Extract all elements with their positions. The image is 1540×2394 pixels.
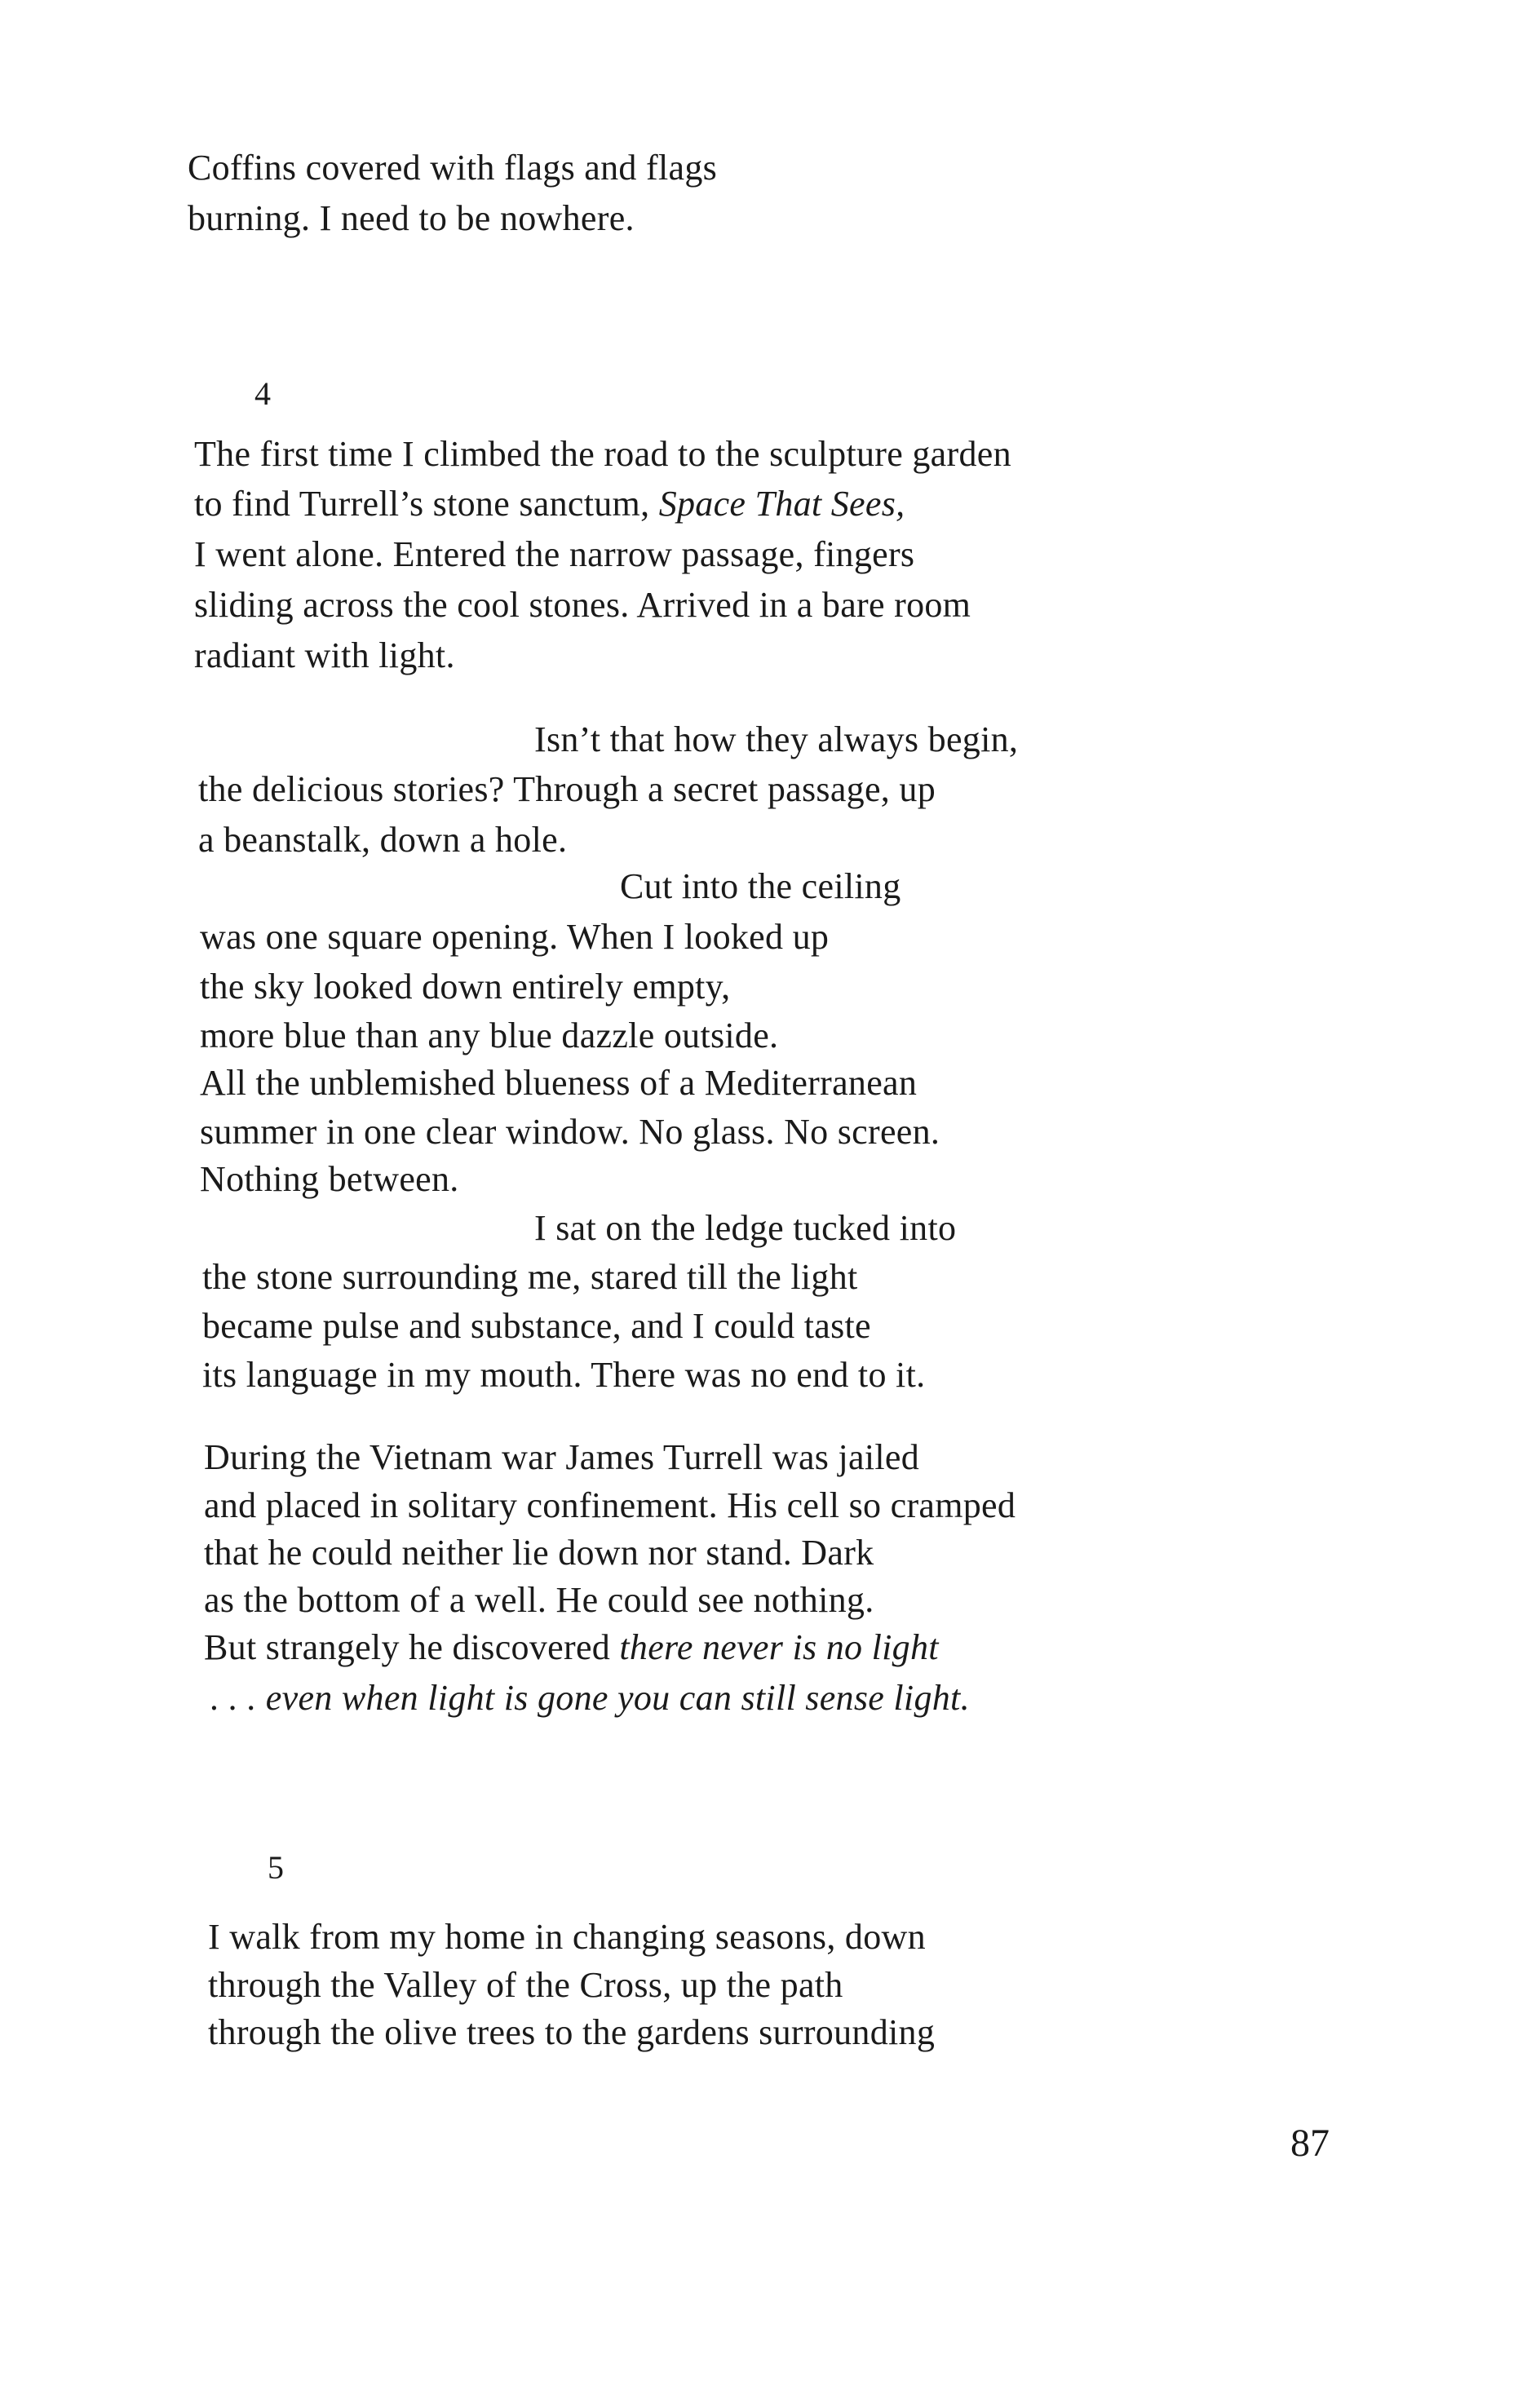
poem-line: The first time I climbed the road to the sculpture garden bbox=[194, 434, 1011, 474]
poem-line bbox=[194, 480, 905, 529]
poem-line: the stone surrounding me, stared till the light bbox=[202, 1257, 858, 1297]
poem-line: Coffins covered with flags and flags bbox=[188, 148, 718, 188]
quoted-text: there never is no light bbox=[619, 1627, 939, 1667]
poem-line: burning. I need to be nowhere. bbox=[188, 198, 635, 238]
artwork-title: Space That Sees, bbox=[658, 484, 905, 524]
poem-line: During the Vietnam war James Turrell was jailed bbox=[204, 1437, 920, 1477]
section-number: 5 bbox=[268, 1849, 284, 1886]
poem-line: . . . even when light is gone you can still sense light. bbox=[210, 1678, 970, 1718]
page-number: 87 bbox=[1290, 2122, 1330, 2165]
poem-line: as the bottom of a well. He could see nothing. bbox=[204, 1580, 874, 1620]
poem-line: Isn’t that how they always begin, bbox=[534, 719, 1019, 759]
poem-line: I walk from my home in changing seasons, down bbox=[208, 1917, 926, 1957]
poem-line bbox=[204, 1623, 939, 1672]
poem-line: the delicious stories? Through a secret passage, up bbox=[198, 769, 936, 809]
poem-line: the sky looked down entirely empty, bbox=[200, 967, 731, 1007]
poem-line: more blue than any blue dazzle outside. bbox=[200, 1016, 779, 1055]
section-number: 4 bbox=[254, 375, 271, 412]
poem-line: I went alone. Entered the narrow passage, fingers bbox=[194, 534, 915, 574]
line-text: to find Turrell’s stone sanctum, bbox=[194, 484, 659, 524]
poem-line: that he could neither lie down nor stand. Dark bbox=[204, 1533, 874, 1573]
poem-line: Nothing between. bbox=[200, 1159, 459, 1199]
poem-line: its language in my mouth. There was no end to it. bbox=[202, 1355, 926, 1395]
poem-line: All the unblemished blueness of a Mediterranean bbox=[200, 1063, 918, 1103]
poem-line: became pulse and substance, and I could taste bbox=[202, 1306, 871, 1346]
poem-line: and placed in solitary confinement. His cell so cramped bbox=[204, 1485, 1016, 1525]
poem-line: was one square opening. When I looked up bbox=[200, 917, 830, 957]
poem-line: a beanstalk, down a hole. bbox=[198, 820, 568, 860]
poem-line: sliding across the cool stones. Arrived in a bare room bbox=[194, 585, 971, 625]
poem-line: Cut into the ceiling bbox=[620, 866, 901, 906]
poem-line: through the Valley of the Cross, up the path bbox=[208, 1965, 843, 2005]
poem-line: summer in one clear window. No glass. No screen. bbox=[200, 1112, 940, 1152]
line-text: But strangely he discovered bbox=[204, 1627, 620, 1667]
poem-line: I sat on the ledge tucked into bbox=[534, 1208, 957, 1248]
poem-line: radiant with light. bbox=[194, 635, 455, 675]
poem-line: through the olive trees to the gardens surrounding bbox=[208, 2012, 936, 2052]
